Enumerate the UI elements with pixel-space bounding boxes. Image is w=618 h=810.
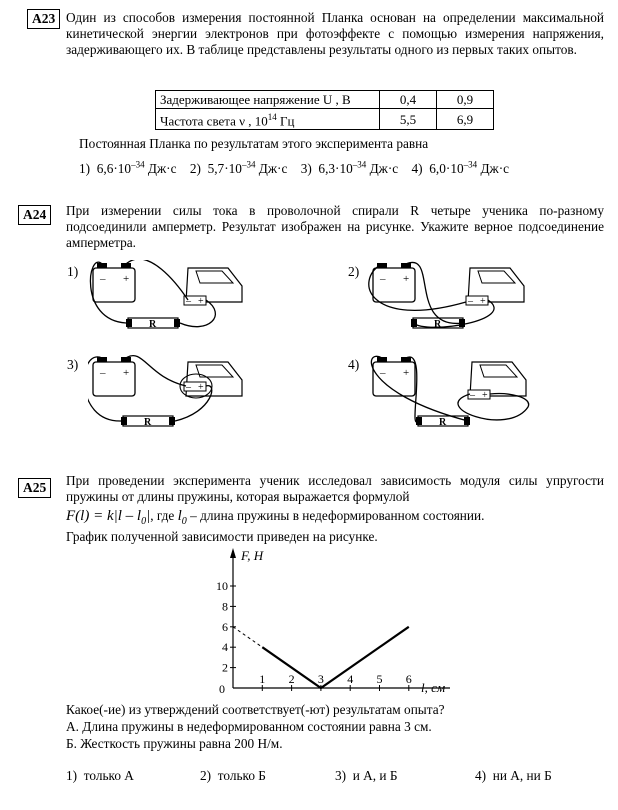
svg-text:–: – bbox=[468, 296, 473, 307]
svg-text:–: – bbox=[186, 296, 191, 307]
svg-text:–: – bbox=[100, 367, 106, 379]
answer-option[interactable]: 1) $6,6\cdot 10^{-34}$ Дж·с bbox=[79, 160, 177, 177]
l0-symbol: $l_0$ bbox=[177, 508, 187, 527]
text-l0-def: – длина пружины в недеформированном состоянии. bbox=[190, 508, 485, 523]
svg-text:+: + bbox=[403, 367, 410, 379]
circuit-diagram-1 bbox=[88, 260, 248, 335]
table-row bbox=[156, 91, 494, 109]
svg-text:+: + bbox=[198, 382, 204, 393]
svg-text:R: R bbox=[439, 417, 447, 428]
answer-options-a23 bbox=[79, 157, 519, 177]
table-cell-value: 0,4 bbox=[380, 91, 437, 109]
x-axis-label: l, см bbox=[421, 680, 446, 695]
svg-text:–: – bbox=[380, 273, 386, 285]
force-length-chart bbox=[205, 546, 465, 698]
answer-option[interactable]: 4) ни А, ни Б bbox=[475, 768, 552, 783]
answer-option[interactable]: 2) $5,7\cdot 10^{-34}$ Дж·с bbox=[189, 160, 288, 177]
series-line-dashed bbox=[233, 627, 262, 647]
svg-text:+: + bbox=[482, 390, 488, 401]
svg-text:–: – bbox=[380, 367, 386, 379]
question-label-a25: А25 bbox=[18, 478, 51, 498]
origin-label: 0 bbox=[219, 682, 225, 696]
cell-unit: Гц bbox=[276, 113, 295, 129]
text-where: , где bbox=[150, 508, 175, 523]
question-label-a24: А24 bbox=[18, 205, 51, 225]
table-cell-value: 5,5 bbox=[380, 109, 437, 130]
question-text-a25-graph: График полученной зависимости приведен на рисунке. bbox=[66, 529, 378, 544]
y-axis-arrow bbox=[230, 548, 236, 558]
circuit-number: 4) bbox=[348, 357, 360, 372]
y-tick-label: 10 bbox=[216, 579, 228, 593]
cell-text: Частота света ν , 10 bbox=[160, 113, 268, 129]
question-prompt-a25: Какое(-ие) из утверждений соответствует(-ют) результатам опыта? bbox=[66, 702, 445, 717]
answer-option[interactable]: 1) только А bbox=[66, 768, 134, 783]
svg-text:R: R bbox=[434, 319, 442, 330]
formula: $F(l) = k|l - l_0|$ bbox=[66, 508, 151, 527]
svg-text:R: R bbox=[149, 319, 157, 330]
table-cell-name: Задерживающее напряжение U , В bbox=[156, 91, 380, 109]
svg-text:+: + bbox=[123, 367, 130, 379]
y-axis-label: F, Н bbox=[241, 548, 264, 563]
x-tick-label: 2 bbox=[288, 672, 295, 686]
y-tick-label: 2 bbox=[222, 660, 228, 675]
statement-b: Б. Жесткость пружины равна 200 Н/м. bbox=[66, 736, 283, 751]
svg-text:R: R bbox=[144, 417, 152, 428]
svg-text:+: + bbox=[123, 273, 130, 285]
svg-text:–: – bbox=[100, 273, 106, 285]
x-tick-label: 3 bbox=[317, 672, 324, 686]
y-tick-label: 4 bbox=[222, 640, 228, 655]
svg-text:–: – bbox=[470, 390, 475, 401]
table-cell-value: 6,9 bbox=[437, 109, 494, 130]
svg-text:+: + bbox=[403, 273, 410, 285]
table-cell-name bbox=[156, 109, 380, 130]
table-row bbox=[156, 109, 494, 130]
x-tick-label: 6 bbox=[405, 672, 412, 686]
answer-option[interactable]: 2) только Б bbox=[200, 768, 266, 783]
question-text-a24: При измерении силы тока в проволочной спирали R четыре ученика по-разному подсоединили амперметр. Результат изображен на рисунке. Укажите верное подсоединение амперметра. bbox=[66, 203, 604, 250]
question-prompt-a23: Постоянная Планка по результатам этого эксперимента равна bbox=[79, 136, 429, 151]
circuit-diagram-4 bbox=[368, 352, 538, 434]
circuit-diagram-3 bbox=[88, 352, 248, 432]
svg-text:+: + bbox=[480, 296, 486, 307]
data-table bbox=[155, 90, 494, 130]
question-label-a23: А23 bbox=[27, 9, 60, 29]
series-line-solid bbox=[262, 627, 409, 688]
y-tick-label: 8 bbox=[222, 599, 228, 614]
question-text-a23: Один из способов измерения постоянной Планка основан на определении максимальной кинетической энергии электронов при фотоэффекте с помощью измерения напряжения, задерживающего их. В таблице представлены результаты одного из первых таких опытов. bbox=[66, 10, 604, 57]
statement-a: А. Длина пружины в недеформированном состоянии равна 3 см. bbox=[66, 719, 432, 734]
answer-option[interactable]: 4) $6,0\cdot 10^{-34}$ Дж·с bbox=[411, 160, 510, 177]
circuit-diagram-2 bbox=[368, 260, 533, 335]
table-cell-value: 0,9 bbox=[437, 91, 494, 109]
circuit-number: 2) bbox=[348, 264, 360, 279]
circuit-number: 1) bbox=[67, 264, 79, 279]
x-tick-label: 4 bbox=[347, 672, 354, 686]
cell-sup: 14 bbox=[267, 112, 277, 122]
svg-text:–: – bbox=[186, 382, 191, 393]
circuit-number: 3) bbox=[67, 357, 79, 372]
svg-text:+: + bbox=[198, 296, 204, 307]
x-tick-label: 1 bbox=[259, 672, 266, 686]
y-tick-label: 6 bbox=[222, 619, 228, 634]
x-tick-label: 5 bbox=[376, 672, 383, 686]
answer-option[interactable]: 3) $6,3\cdot 10^{-34}$ Дж·с bbox=[300, 160, 399, 177]
answer-option[interactable]: 3) и А, и Б bbox=[335, 768, 398, 783]
question-text-a25: При проведении эксперимента ученик исследовал зависимость модуля силы упругости пружины от длины пружины, которая выражается формулой bbox=[66, 473, 604, 504]
